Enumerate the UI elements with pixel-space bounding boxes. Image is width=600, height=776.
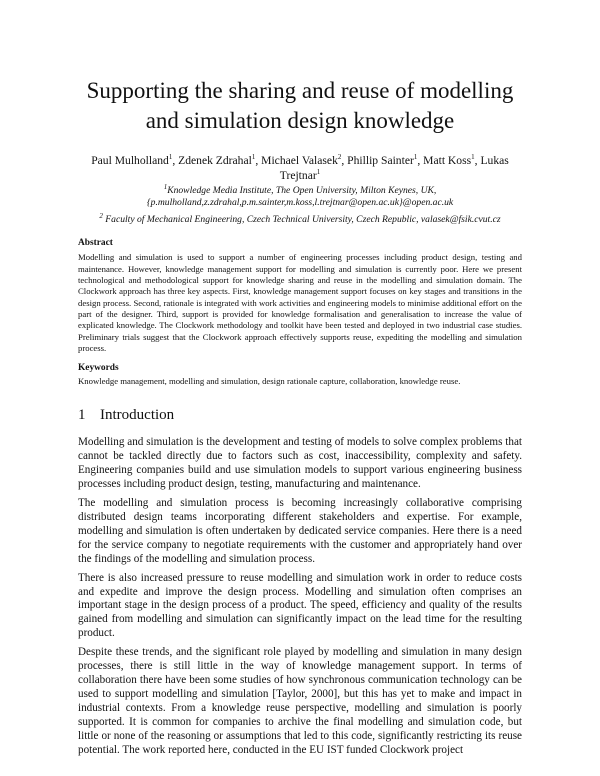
paper-title: Supporting the sharing and reuse of modelling and simulation design knowledge [86, 78, 514, 133]
body-paragraph: Despite these trends, and the significant role played by modelling and simulation in many design processes, there is still little in the way of knowledge management support. In terms of collaboration there have been some studies of how synchronous communication technology can be used to support modelling and simulation [Taylor, 2000], but this has yet to make and impact in industrial contexts. From a knowledge reuse perspective, modelling and simulation is poorly supported. It is common for companies to archive the final modelling and simulation code, but little or none of the reasoning or assumptions that led to this code, significantly restricting its reuse potential. The work reported here, conducted in the EU IST funded Clockwork project [78, 646, 522, 756]
body-paragraph: The modelling and simulation process is becoming increasingly collaborative comprising distributed design teams incorporating different stakeholders and expertise. For example, modelling and simulation is often undertaken by dedicated service companies. Here there is a need for the service company to negotiate requirements with the customer and appropriately hand over the findings of the modelling and simulation process. [78, 497, 522, 565]
affiliation-mark: 2 [99, 211, 103, 220]
affiliation-1 [78, 182, 522, 209]
author-affiliation-mark: 1 [471, 153, 475, 162]
author-affiliation-mark: 2 [337, 153, 342, 162]
author-name: Lukas Trejtnar [279, 154, 509, 182]
section-title: Introduction [100, 407, 175, 424]
body-paragraph: Modelling and simulation is the development and testing of models to solve complex problems that cannot be tackled directly due to factors such as cost, inaccessibility, complexity and safety. Engineering companies build and use simulation models to support various engineering business processes including product design, testing, manufacturing and maintenance. [78, 436, 522, 491]
author-affiliation-mark: 1 [413, 153, 418, 162]
author-list: Paul Mulholland$^1$, Zdenek Zdrahal$^1$, Michael Valasek$^2$, Phillip Sainter$^1$, Matt Koss$^1$, Lukas Trejtnar$^1$ [91, 153, 509, 182]
body-paragraph: There is also increased pressure to reuse modelling and simulation work in order to reduce costs and expedite and improve the design process. Modelling and simulation often comprises an important stage in the design process of a product. The speed, efficiency and quality of the results gained from modelling and simulation can significantly impact on the lead time for the resulting product. [78, 571, 522, 640]
author-affiliation-mark: 1 [316, 167, 321, 176]
author-name: Phillip Sainter [347, 154, 414, 167]
affiliation-2-line-1: Faculty of Mechanical Engineering, Czech Technical University, Czech Republic, valasek@fsik.cvut.cz [105, 213, 501, 225]
affiliation-2 [78, 211, 522, 226]
affiliation-1-line-2: {p.mulholland,z.zdrahal,p.m.sainter,m.koss,l.trejtnar@open.ac.uk}@open.ac.uk [146, 196, 454, 208]
abstract-heading: Abstract [78, 238, 113, 249]
abstract-text: Modelling and simulation is used to support a number of engineering processes including product design, testing and maintenance. However, knowledge management support for modelling and simulation is currently poor. Here we present technological and methodological support for knowledge sharing and reuse in the modelling and simulation domain. The Clockwork approach has three key aspects. First, knowledge management support focuses on key stages and transitions in the design process. Second, rationale is integrated with work activities and engineering models to minimise additional effort on the part of the designer. Third, support is provided for knowledge formalisation and generalisation to increase the value of explicated knowledge. The Clockwork methodology and toolkit have been tested and deployed in two industrial case studies. Preliminary trials suggest that the Clockwork approach effectively supports reuse, expediting the modelling and simulation process. [78, 252, 522, 354]
keywords-heading: Keywords [78, 363, 119, 374]
section-number: 1 [78, 407, 86, 424]
author-affiliation-mark: 1 [251, 153, 256, 162]
author-name: Zdenek Zdrahal [178, 154, 252, 167]
author-name: Michael Valasek [261, 154, 338, 167]
author-name: Paul Mulholland [91, 154, 169, 167]
affiliation-mark: 1 [163, 182, 168, 191]
keywords-text: Knowledge management, modelling and simulation, design rationale capture, collaboration, knowledge reuse. [78, 376, 461, 387]
affiliation-1-line-1: Knowledge Media Institute, The Open University, Milton Keynes, UK, [167, 185, 437, 196]
author-name: Matt Koss [423, 154, 472, 167]
section-heading [78, 406, 522, 424]
author-affiliation-mark: 1 [168, 153, 173, 162]
